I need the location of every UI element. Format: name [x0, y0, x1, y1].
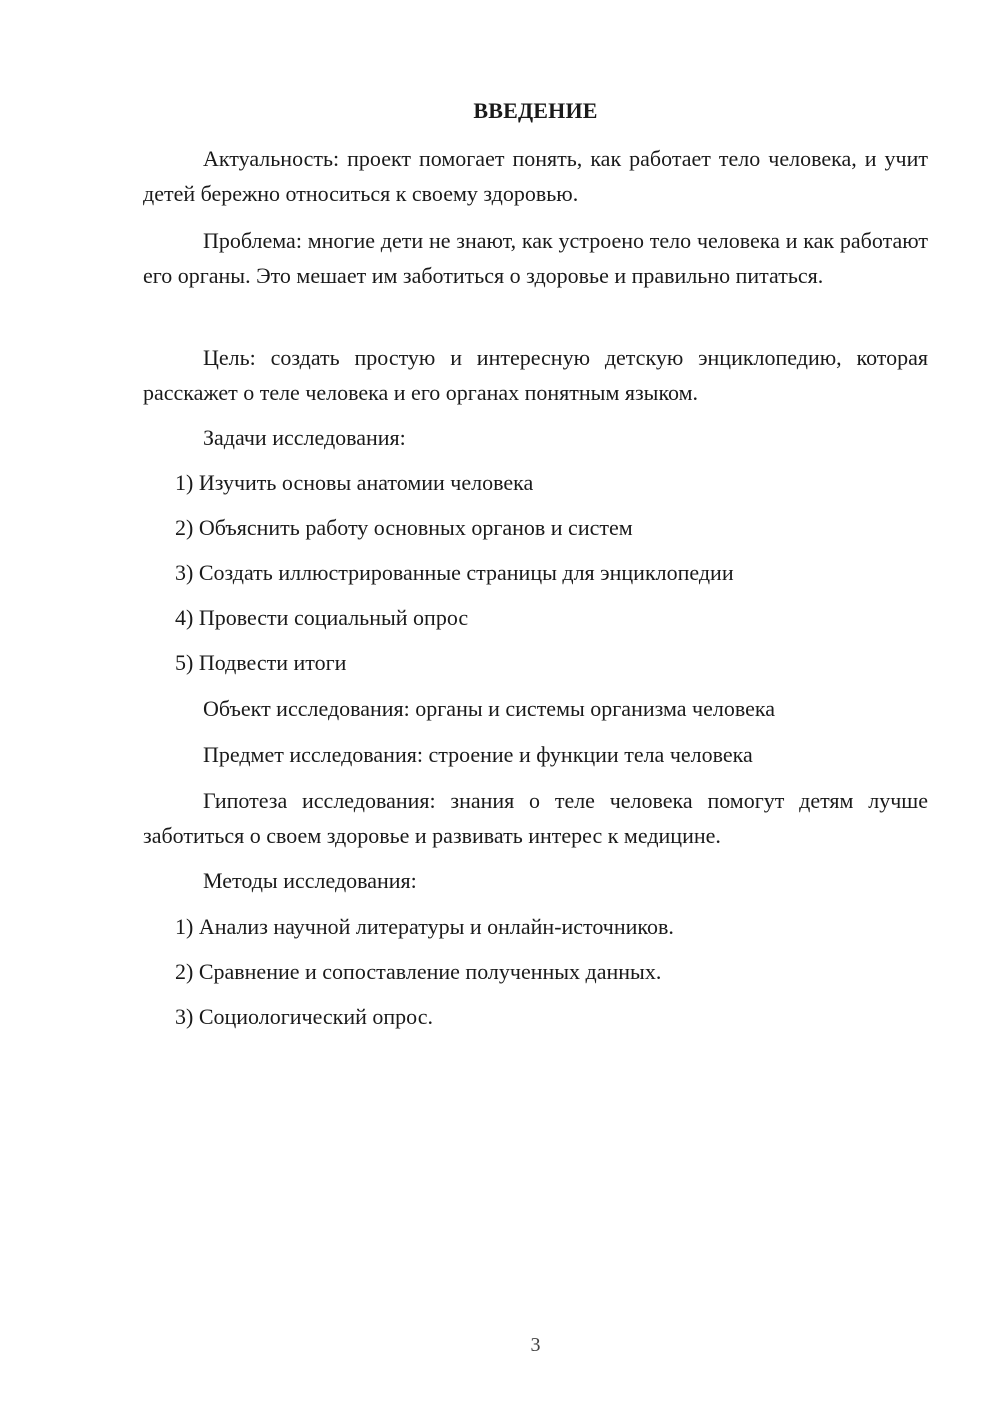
document-page — [143, 0, 928, 1414]
page-title: ВВЕДЕНИЕ — [473, 98, 598, 123]
object-line: Объект исследования: органы и системы организма человека — [203, 696, 775, 721]
task-item: 5) Подвести итоги — [175, 650, 347, 675]
methods-label: Методы исследования: — [203, 868, 417, 893]
page-number: 3 — [530, 1334, 541, 1356]
method-item: 3) Социологический опрос. — [175, 1004, 433, 1029]
task-item: 1) Изучить основы анатомии человека — [175, 470, 534, 495]
task-item: 3) Создать иллюстрированные страницы для энциклопедии — [175, 560, 734, 585]
relevance-paragraph: Актуальность: проект помогает понять, как работает тело человека, и учит детей бережно относиться к своему здоровью. — [143, 146, 928, 206]
problem-paragraph: Проблема: многие дети не знают, как устроено тело человека и как работают его органы. Это мешает им заботиться о здоровье и правильно питаться. — [143, 228, 928, 288]
task-item: 2) Объяснить работу основных органов и систем — [175, 515, 633, 540]
tasks-label: Задачи исследования: — [203, 425, 406, 450]
hypothesis-paragraph: Гипотеза исследования: знания о теле человека помогут детям лучше заботиться о своем здоровье и развивать интерес к медицине. — [143, 788, 928, 848]
goal-paragraph: Цель: создать простую и интересную детскую энциклопедию, которая расскажет о теле человека и его органах понятным языком. — [143, 345, 928, 405]
method-item: 2) Сравнение и сопоставление полученных данных. — [175, 959, 662, 984]
subject-line: Предмет исследования: строение и функции тела человека — [203, 742, 753, 767]
method-item: 1) Анализ научной литературы и онлайн-источников. — [175, 914, 674, 939]
task-item: 4) Провести социальный опрос — [175, 605, 469, 630]
